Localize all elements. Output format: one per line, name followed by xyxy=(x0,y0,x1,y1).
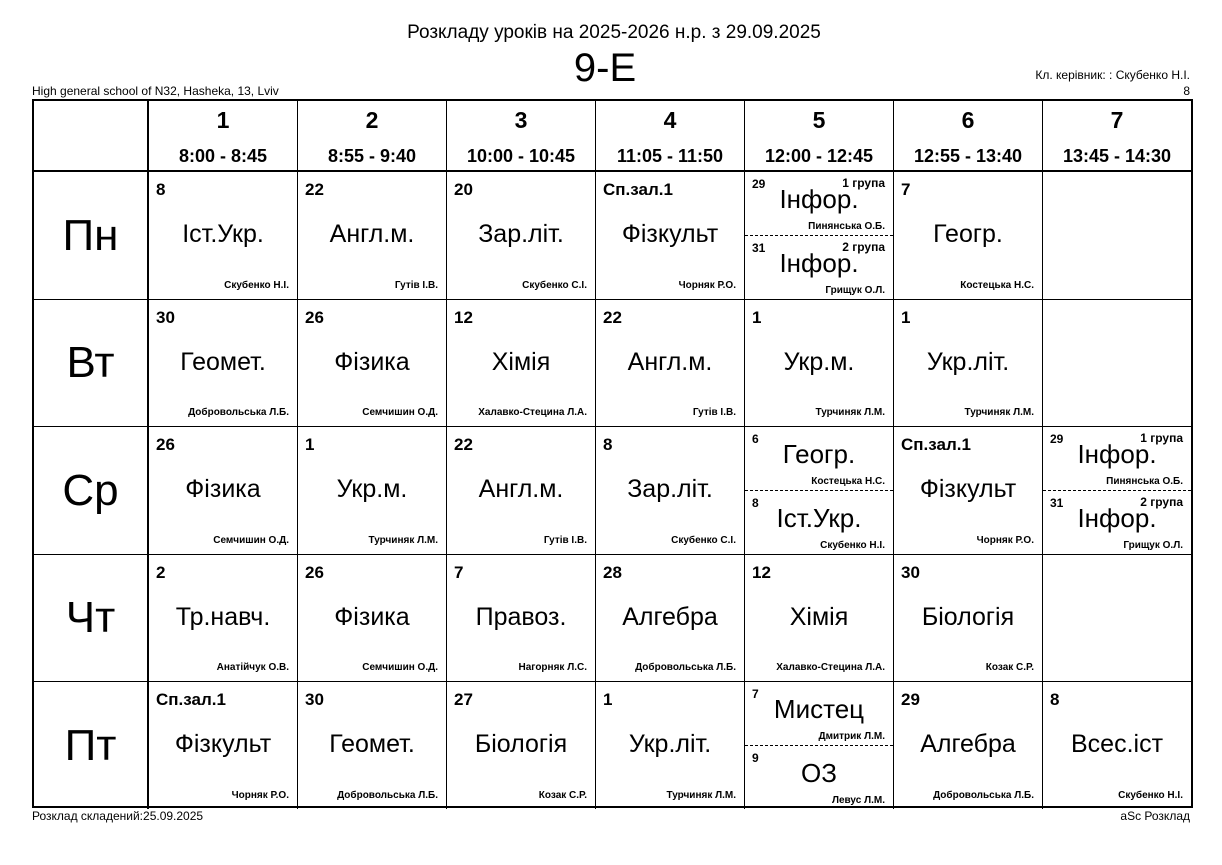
teacher-name: Козак С.Р. xyxy=(538,790,587,801)
teacher-name: Семчишин О.Д. xyxy=(362,407,438,418)
group-lesson xyxy=(745,172,893,236)
subject-name: Іст.Укр. xyxy=(776,502,862,533)
lesson-cell xyxy=(447,172,596,300)
subject-name: Фізкульт xyxy=(621,220,719,248)
teacher-name: Скубенко Н.І. xyxy=(224,280,289,291)
day-cell xyxy=(34,682,149,809)
day-name: Пт xyxy=(64,720,117,770)
room-number: 30 xyxy=(156,308,175,327)
period-header xyxy=(298,101,447,172)
group-lesson xyxy=(745,682,893,746)
day-name: Чт xyxy=(65,593,116,642)
teacher-name: Скубенко Н.І. xyxy=(1118,790,1183,801)
room-number: 8 xyxy=(1050,690,1060,709)
subject-name: Укр.м. xyxy=(336,475,408,503)
subject-name: Біологія xyxy=(474,730,568,758)
teacher-name: Чорняк Р.О. xyxy=(976,535,1034,546)
room-number: 20 xyxy=(454,180,473,199)
room-number: 31 xyxy=(752,240,766,255)
room-number: 29 xyxy=(752,177,766,191)
room-number: 30 xyxy=(901,563,920,582)
lesson-cell xyxy=(149,172,298,300)
group-label: 2 група xyxy=(1140,494,1183,509)
period-header xyxy=(149,101,298,172)
room-number: 8 xyxy=(603,435,613,454)
period-number: 4 xyxy=(663,107,677,133)
teacher-name: Добровольська Л.Б. xyxy=(933,790,1034,801)
subject-name: Тр.навч. xyxy=(175,603,271,631)
subject-name: ОЗ xyxy=(801,757,837,788)
day-name: Вт xyxy=(66,338,115,387)
period-header xyxy=(894,101,1043,172)
period-header xyxy=(447,101,596,172)
subject-name: Алгебра xyxy=(920,730,1016,758)
room-number: 28 xyxy=(603,563,622,582)
group-lesson xyxy=(745,491,893,555)
period-number: 7 xyxy=(1110,107,1124,133)
room-number: 12 xyxy=(752,563,771,582)
timetable-grid xyxy=(32,99,1193,808)
split-lesson-cell xyxy=(745,427,894,555)
teacher-name: Семчишин О.Д. xyxy=(213,535,289,546)
subject-name: Геомет. xyxy=(180,348,266,376)
period-time: 8:55 - 9:40 xyxy=(327,146,417,166)
group-lesson xyxy=(1043,491,1191,555)
lesson-cell xyxy=(149,300,298,427)
teacher-name: Скубенко С.І. xyxy=(522,280,587,291)
group-label: 2 група xyxy=(842,239,885,254)
lesson-cell xyxy=(149,555,298,682)
subject-name: Англ.м. xyxy=(478,475,564,503)
room-number: 27 xyxy=(454,690,473,709)
lesson-cell xyxy=(298,300,447,427)
subject-name: Геогр. xyxy=(933,220,1003,248)
lesson-cell xyxy=(596,427,745,555)
lesson-cell xyxy=(745,555,894,682)
lesson-cell xyxy=(298,555,447,682)
room-number: 26 xyxy=(305,308,324,327)
room-number: 30 xyxy=(305,690,324,709)
lesson-cell xyxy=(298,172,447,300)
class-teacher: Кл. керівник: : Скубенко Н.І. xyxy=(1035,68,1190,82)
subject-name: Геомет. xyxy=(329,730,415,758)
teacher-name: Левус Л.М. xyxy=(831,795,885,806)
teacher-name: Грищук О.Л. xyxy=(825,285,885,296)
split-lesson-cell xyxy=(1043,427,1191,555)
lesson-cell xyxy=(447,427,596,555)
day-cell xyxy=(34,555,149,682)
lesson-cell xyxy=(447,682,596,809)
period-number: 5 xyxy=(812,107,826,133)
subject-name: Англ.м. xyxy=(329,220,415,248)
teacher-name: Добровольська Л.Б. xyxy=(337,790,438,801)
room-number: 7 xyxy=(752,687,759,701)
lesson-cell xyxy=(149,682,298,809)
room-number: 1 xyxy=(603,690,613,709)
teacher-name: Халавко-Стецина Л.А. xyxy=(776,662,885,673)
room-number: 26 xyxy=(305,563,324,582)
subject-name: Інфор. xyxy=(1077,439,1157,469)
lesson-cell xyxy=(1043,682,1191,809)
subject-name: Алгебра xyxy=(622,603,718,631)
day-cell xyxy=(34,427,149,555)
room-number: 7 xyxy=(454,563,464,582)
room-number: 22 xyxy=(305,180,324,199)
corner-cell xyxy=(34,101,149,172)
group-lesson xyxy=(745,427,893,491)
subject-name: Зар.літ. xyxy=(478,220,564,248)
teacher-name: Чорняк Р.О. xyxy=(231,790,289,801)
subject-name: Фізика xyxy=(185,475,261,503)
group-lesson xyxy=(745,236,893,300)
lesson-cell xyxy=(894,427,1043,555)
teacher-name: Турчиняк Л.М. xyxy=(815,407,885,418)
teacher-name: Козак С.Р. xyxy=(985,662,1034,673)
lesson-cell xyxy=(894,555,1043,682)
room-number: 7 xyxy=(901,180,911,199)
lesson-cell xyxy=(298,427,447,555)
subject-name: Інфор. xyxy=(779,247,859,278)
subject-name: Біологія xyxy=(921,603,1015,631)
lesson-cell xyxy=(745,300,894,427)
period-time: 13:45 - 14:30 xyxy=(1062,146,1172,166)
lesson-cell xyxy=(596,682,745,809)
period-header xyxy=(745,101,894,172)
subject-name: Геогр. xyxy=(782,439,856,469)
subject-name: Інфор. xyxy=(779,184,859,214)
teacher-name: Нагорняк Л.С. xyxy=(518,662,587,673)
subject-name: Інфор. xyxy=(1077,502,1157,533)
room-number: Сп.зал.1 xyxy=(901,435,971,454)
period-time: 10:00 - 10:45 xyxy=(466,146,576,166)
day-name: Пн xyxy=(62,210,119,260)
teacher-name: Халавко-Стецина Л.А. xyxy=(478,407,587,418)
school-name: High general school of N32, Hasheka, 13, Lviv xyxy=(32,84,279,98)
lesson-cell xyxy=(596,300,745,427)
day-name: Ср xyxy=(62,465,119,515)
day-cell xyxy=(34,300,149,427)
teacher-name: Гутів І.В. xyxy=(543,535,587,546)
subject-name: Фізкульт xyxy=(174,730,272,758)
room-number: 22 xyxy=(454,435,473,454)
period-header xyxy=(596,101,745,172)
teacher-name: Чорняк Р.О. xyxy=(678,280,736,291)
teacher-name: Турчиняк Л.М. xyxy=(368,535,438,546)
lesson-cell xyxy=(447,300,596,427)
lesson-cell xyxy=(894,300,1043,427)
empty-lesson-cell xyxy=(1043,172,1191,300)
subject-name: Фізкульт xyxy=(919,475,1017,503)
subject-name: Хімія xyxy=(491,348,551,376)
lesson-cell xyxy=(447,555,596,682)
teacher-name: Пинянська О.Б. xyxy=(1106,475,1183,487)
period-number: 3 xyxy=(514,107,528,133)
room-number: 26 xyxy=(156,435,175,454)
subject-name: Фізика xyxy=(334,603,410,631)
split-lesson-cell xyxy=(745,172,894,300)
lesson-cell xyxy=(596,555,745,682)
subject-name: Укр.м. xyxy=(783,348,855,376)
lesson-cell xyxy=(894,682,1043,809)
page-number: 8 xyxy=(1183,84,1190,98)
teacher-name: Пинянська О.Б. xyxy=(808,220,885,232)
room-number: 31 xyxy=(1050,495,1064,510)
room-number: Сп.зал.1 xyxy=(603,180,673,199)
room-number: 2 xyxy=(156,563,166,582)
period-number: 2 xyxy=(365,107,379,133)
room-number: 8 xyxy=(752,495,759,510)
schedule-title: Розкладу уроків на 2025-2026 н.р. з 29.09.2025 xyxy=(407,22,821,43)
class-name: 9-Е xyxy=(573,46,637,90)
lesson-cell xyxy=(894,172,1043,300)
empty-lesson-cell xyxy=(1043,555,1191,682)
teacher-name: Анатійчук О.В. xyxy=(216,662,289,673)
subject-name: Мистец xyxy=(773,694,865,724)
teacher-name: Грищук О.Л. xyxy=(1123,540,1183,551)
software-name: aSc Розклад xyxy=(1120,809,1190,823)
teacher-name: Турчиняк Л.М. xyxy=(666,790,736,801)
lesson-cell xyxy=(298,682,447,809)
group-lesson xyxy=(745,746,893,810)
group-label: 1 група xyxy=(842,176,885,190)
empty-lesson-cell xyxy=(1043,300,1191,427)
teacher-name: Костецька Н.С. xyxy=(811,475,885,487)
period-time: 8:00 - 8:45 xyxy=(178,146,268,166)
group-lesson xyxy=(1043,427,1191,491)
room-number: 29 xyxy=(901,690,920,709)
period-time: 12:00 - 12:45 xyxy=(764,146,874,166)
teacher-name: Гутів І.В. xyxy=(692,407,736,418)
teacher-name: Скубенко С.І. xyxy=(671,535,736,546)
teacher-name: Дмитрик Л.М. xyxy=(818,730,885,742)
room-number: 1 xyxy=(752,308,762,327)
subject-name: Укр.літ. xyxy=(926,348,1010,376)
subject-name: Зар.літ. xyxy=(627,475,713,503)
period-time: 11:05 - 11:50 xyxy=(616,146,724,166)
group-label: 1 група xyxy=(1140,431,1183,445)
subject-name: Хімія xyxy=(789,603,849,631)
teacher-name: Скубенко Н.І. xyxy=(820,540,885,551)
subject-name: Укр.літ. xyxy=(628,730,712,758)
subject-name: Всес.іст xyxy=(1070,730,1164,758)
room-number: Сп.зал.1 xyxy=(156,690,226,709)
subject-name: Правоз. xyxy=(475,603,567,631)
teacher-name: Гутів І.В. xyxy=(394,280,438,291)
period-header xyxy=(1043,101,1191,172)
room-number: 12 xyxy=(454,308,473,327)
period-number: 6 xyxy=(961,107,975,133)
compiled-date: Розклад складений:25.09.2025 xyxy=(32,809,204,823)
lesson-cell xyxy=(596,172,745,300)
room-number: 9 xyxy=(752,750,759,765)
teacher-name: Добровольська Л.Б. xyxy=(188,407,289,418)
subject-name: Фізика xyxy=(334,348,410,376)
room-number: 29 xyxy=(1050,432,1064,446)
subject-name: Іст.Укр. xyxy=(182,220,264,248)
teacher-name: Турчиняк Л.М. xyxy=(964,407,1034,418)
split-lesson-cell xyxy=(745,682,894,809)
teacher-name: Костецька Н.С. xyxy=(960,280,1034,291)
teacher-name: Семчишин О.Д. xyxy=(362,662,438,673)
lesson-cell xyxy=(149,427,298,555)
room-number: 1 xyxy=(305,435,315,454)
period-number: 1 xyxy=(216,107,230,133)
teacher-name: Добровольська Л.Б. xyxy=(635,662,736,673)
room-number: 1 xyxy=(901,308,911,327)
room-number: 6 xyxy=(752,432,759,446)
day-cell xyxy=(34,172,149,300)
period-time: 12:55 - 13:40 xyxy=(913,146,1023,166)
subject-name: Англ.м. xyxy=(627,348,713,376)
room-number: 22 xyxy=(603,308,622,327)
room-number: 8 xyxy=(156,180,166,199)
